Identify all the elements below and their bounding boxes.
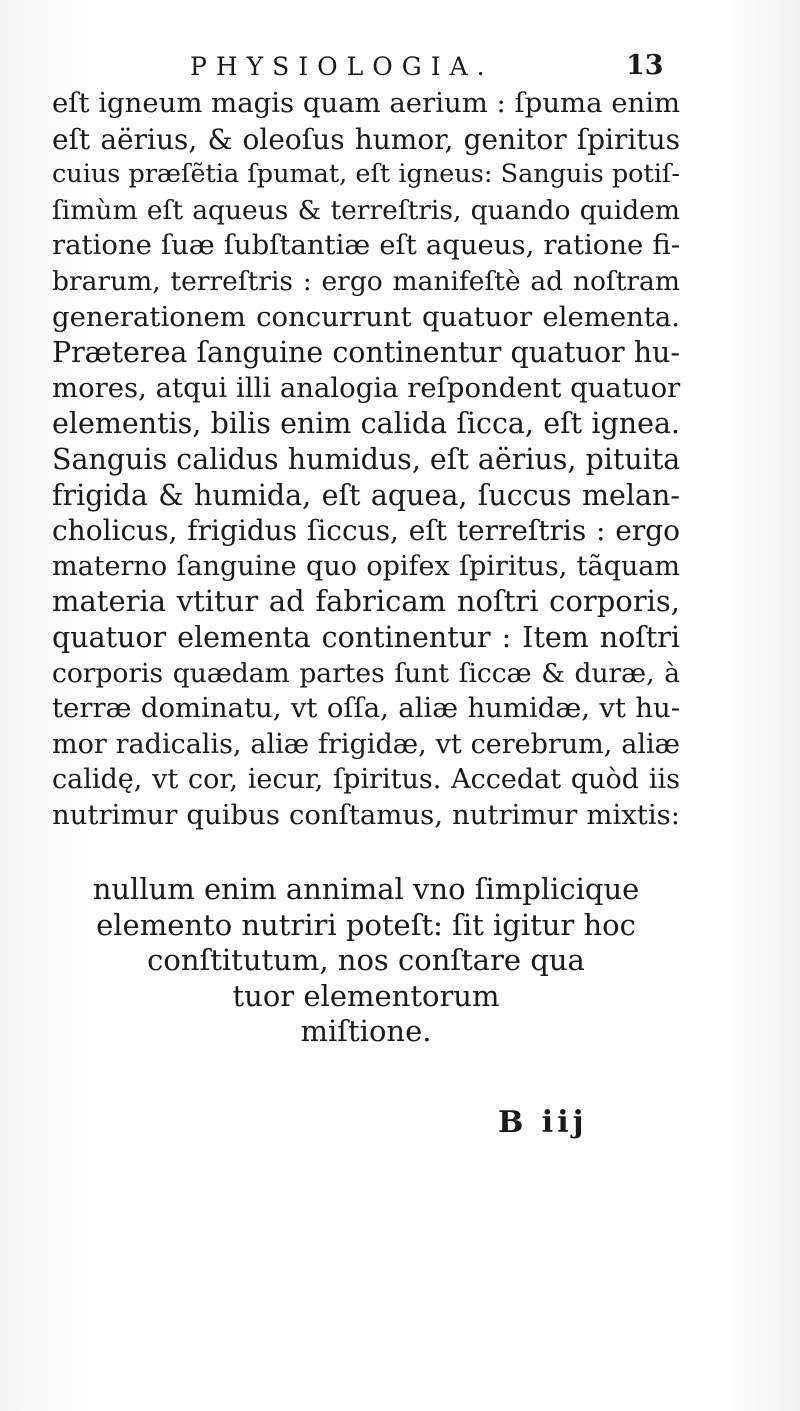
text-line: frigida & humida, eſt aquea, ſuccus melan- xyxy=(52,478,680,512)
tail-piece-text xyxy=(52,872,680,1050)
tail-line: conſtitutum, nos conſtare qua xyxy=(147,943,585,978)
text-line: ſimùm eſt aqueus & terreſtris, quando quidem xyxy=(52,194,680,226)
text-line: elementis, bilis enim calida ſicca, eſt ignea. xyxy=(52,407,680,441)
signature-mark: B iij xyxy=(498,1105,588,1140)
running-head xyxy=(0,44,800,84)
main-text-block xyxy=(52,86,680,833)
text-line: terræ dominatu, vt oſſa, aliæ humidæ, vt hu- xyxy=(52,692,680,725)
text-line: eſt aërius, & oleoſus humor, genitor ſpiritus xyxy=(52,122,680,156)
text-line: materno ſanguine quo opifex ſpiritus, tãquam xyxy=(52,550,680,582)
text-line: mor radicalis, aliæ frigidæ, vt cerebrum, aliæ xyxy=(52,728,680,760)
text-line: quatuor elementa continentur : Item noſtri xyxy=(52,620,680,654)
text-line: nutrimur quibus conſtamus, nutrimur mixtis: xyxy=(52,798,680,831)
text-line: Sanguis calidus humidus, eſt aërius, pituita xyxy=(52,442,681,476)
text-line: mores, atqui illi analogia reſpondent quatuor xyxy=(52,371,681,404)
text-line: ratione ſuæ ſubſtantiæ eſt aqueus, ratione fi- xyxy=(52,229,680,262)
text-line: cuius præſẽtia ſpumat, eſt igneus: Sanguis potiſ- xyxy=(52,159,680,190)
text-line: materia vtitur ad fabricam noſtri corporis, xyxy=(52,584,680,619)
text-line: calidę, vt cor, iecur, ſpiritus. Accedat quòd iis xyxy=(52,764,680,796)
text-line: Præterea ſanguine continentur quatuor hu- xyxy=(52,336,681,370)
page-number: 13 xyxy=(626,50,664,81)
tail-line: nullum enim annimal vno ſimplicique xyxy=(92,872,640,906)
text-line: generationem concurrunt quatuor elementa. xyxy=(52,300,680,333)
tail-line: elemento nutriri poteſt: ſit igitur hoc xyxy=(96,907,636,942)
text-line: cholicus, frigidus ſiccus, eſt terreſtris : ergo xyxy=(52,514,680,548)
text-line: corporis quædam partes ſunt ſiccæ & duræ, à xyxy=(52,657,680,689)
tail-line: tuor elementorum xyxy=(232,978,500,1013)
text-line: brarum, terreſtris : ergo manifeſtè ad noſtram xyxy=(52,265,680,297)
tail-line: miſtione. xyxy=(300,1014,432,1049)
text-line: eſt igneum magis quam aerium : ſpuma enim xyxy=(52,87,681,119)
running-title: PHYSIOLOGIA. xyxy=(190,52,494,81)
